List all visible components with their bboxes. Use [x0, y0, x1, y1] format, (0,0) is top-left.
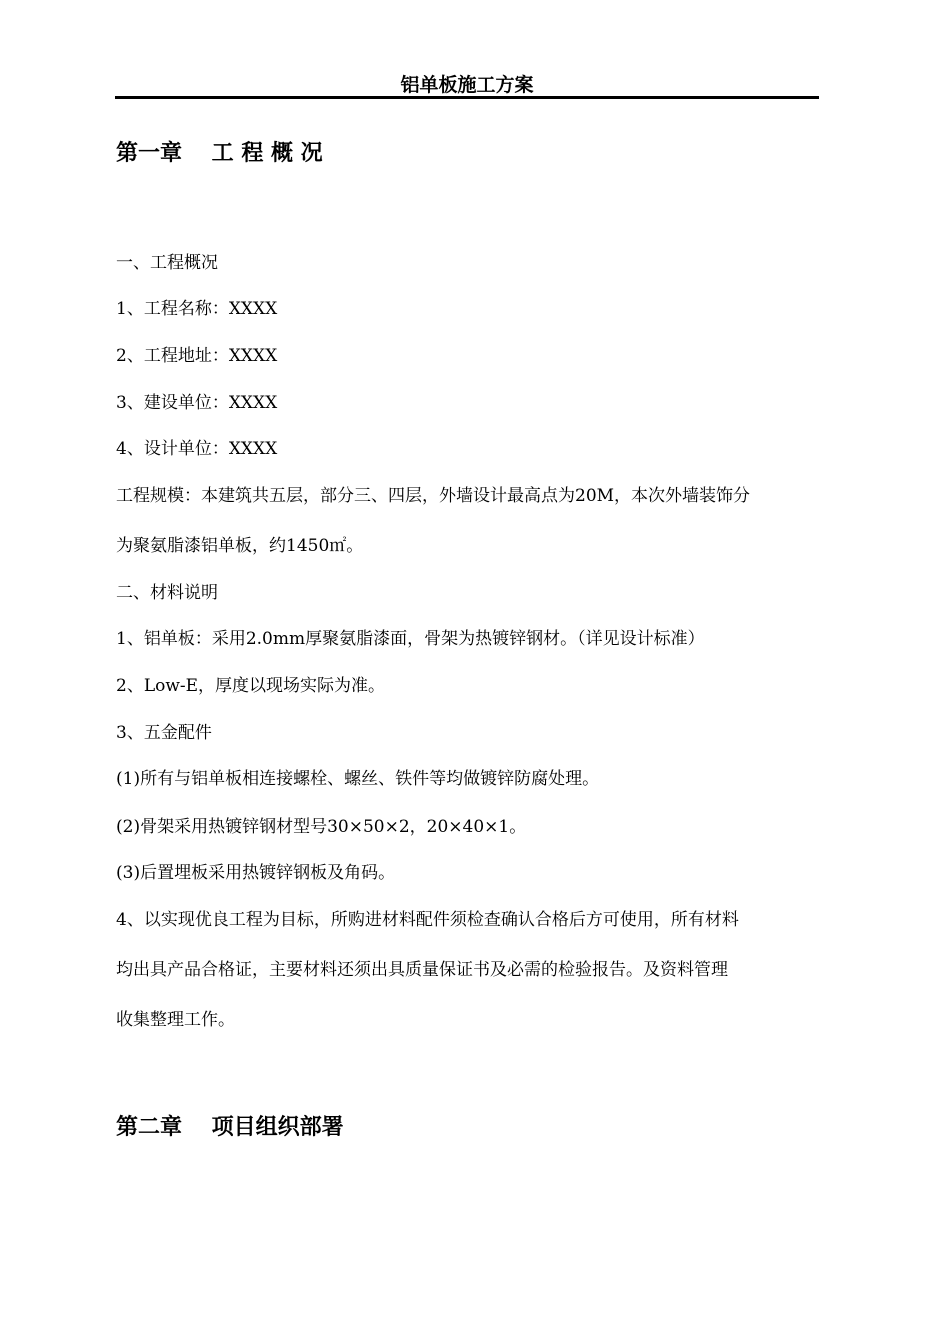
hardware-item-1: (1)所有与铝单板相连接螺栓、螺丝、铁件等均做镀锌防腐处理。	[116, 769, 600, 789]
material-low-e-line: 2、Low-E，厚度以现场实际为准。	[116, 676, 386, 696]
project-name-line: 1、工程名称：XXXX	[116, 299, 278, 319]
project-scale-line-2: 为聚氨脂漆铝单板，约1450㎡。	[116, 536, 364, 556]
owner-unit-line: 3、建设单位：XXXX	[116, 393, 278, 413]
quality-goal-line-3: 收集整理工作。	[116, 1010, 235, 1030]
quality-goal-line-2: 均出具产品合格证，主要材料还须出具质量保证书及必需的检验报告。及资料管理	[116, 960, 728, 980]
project-scale-line-1: 工程规模：本建筑共五层，部分三、四层，外墙设计最高点为20M，本次外墙装饰分	[116, 486, 751, 506]
chapter-2-heading: 第二章 项目组织部署	[116, 1115, 344, 1140]
hardware-item-3: (3)后置埋板采用热镀锌钢板及角码。	[116, 863, 396, 883]
quality-goal-line-1: 4、以实现优良工程为目标，所购进材料配件须检查确认合格后方可使用，所有材料	[116, 910, 739, 930]
section-heading-overview: 一、工程概况	[116, 253, 218, 273]
project-address-line: 2、工程地址：XXXX	[116, 346, 278, 366]
material-aluminum-panel-line: 1、铝单板：采用2.0mm厚聚氨脂漆面，骨架为热镀锌钢材。（详见设计标准）	[116, 629, 705, 649]
section-heading-materials: 二、材料说明	[116, 583, 218, 603]
material-hardware-heading: 3、五金配件	[116, 723, 212, 743]
hardware-item-2: (2)骨架采用热镀锌钢材型号30×50×2，20×40×1。	[116, 817, 527, 837]
chapter-1-heading: 第一章 工 程 概 况	[116, 141, 323, 166]
page-header	[115, 66, 819, 99]
design-unit-line: 4、设计单位：XXXX	[116, 439, 278, 459]
document-title: 铝单板施工方案	[400, 74, 534, 96]
